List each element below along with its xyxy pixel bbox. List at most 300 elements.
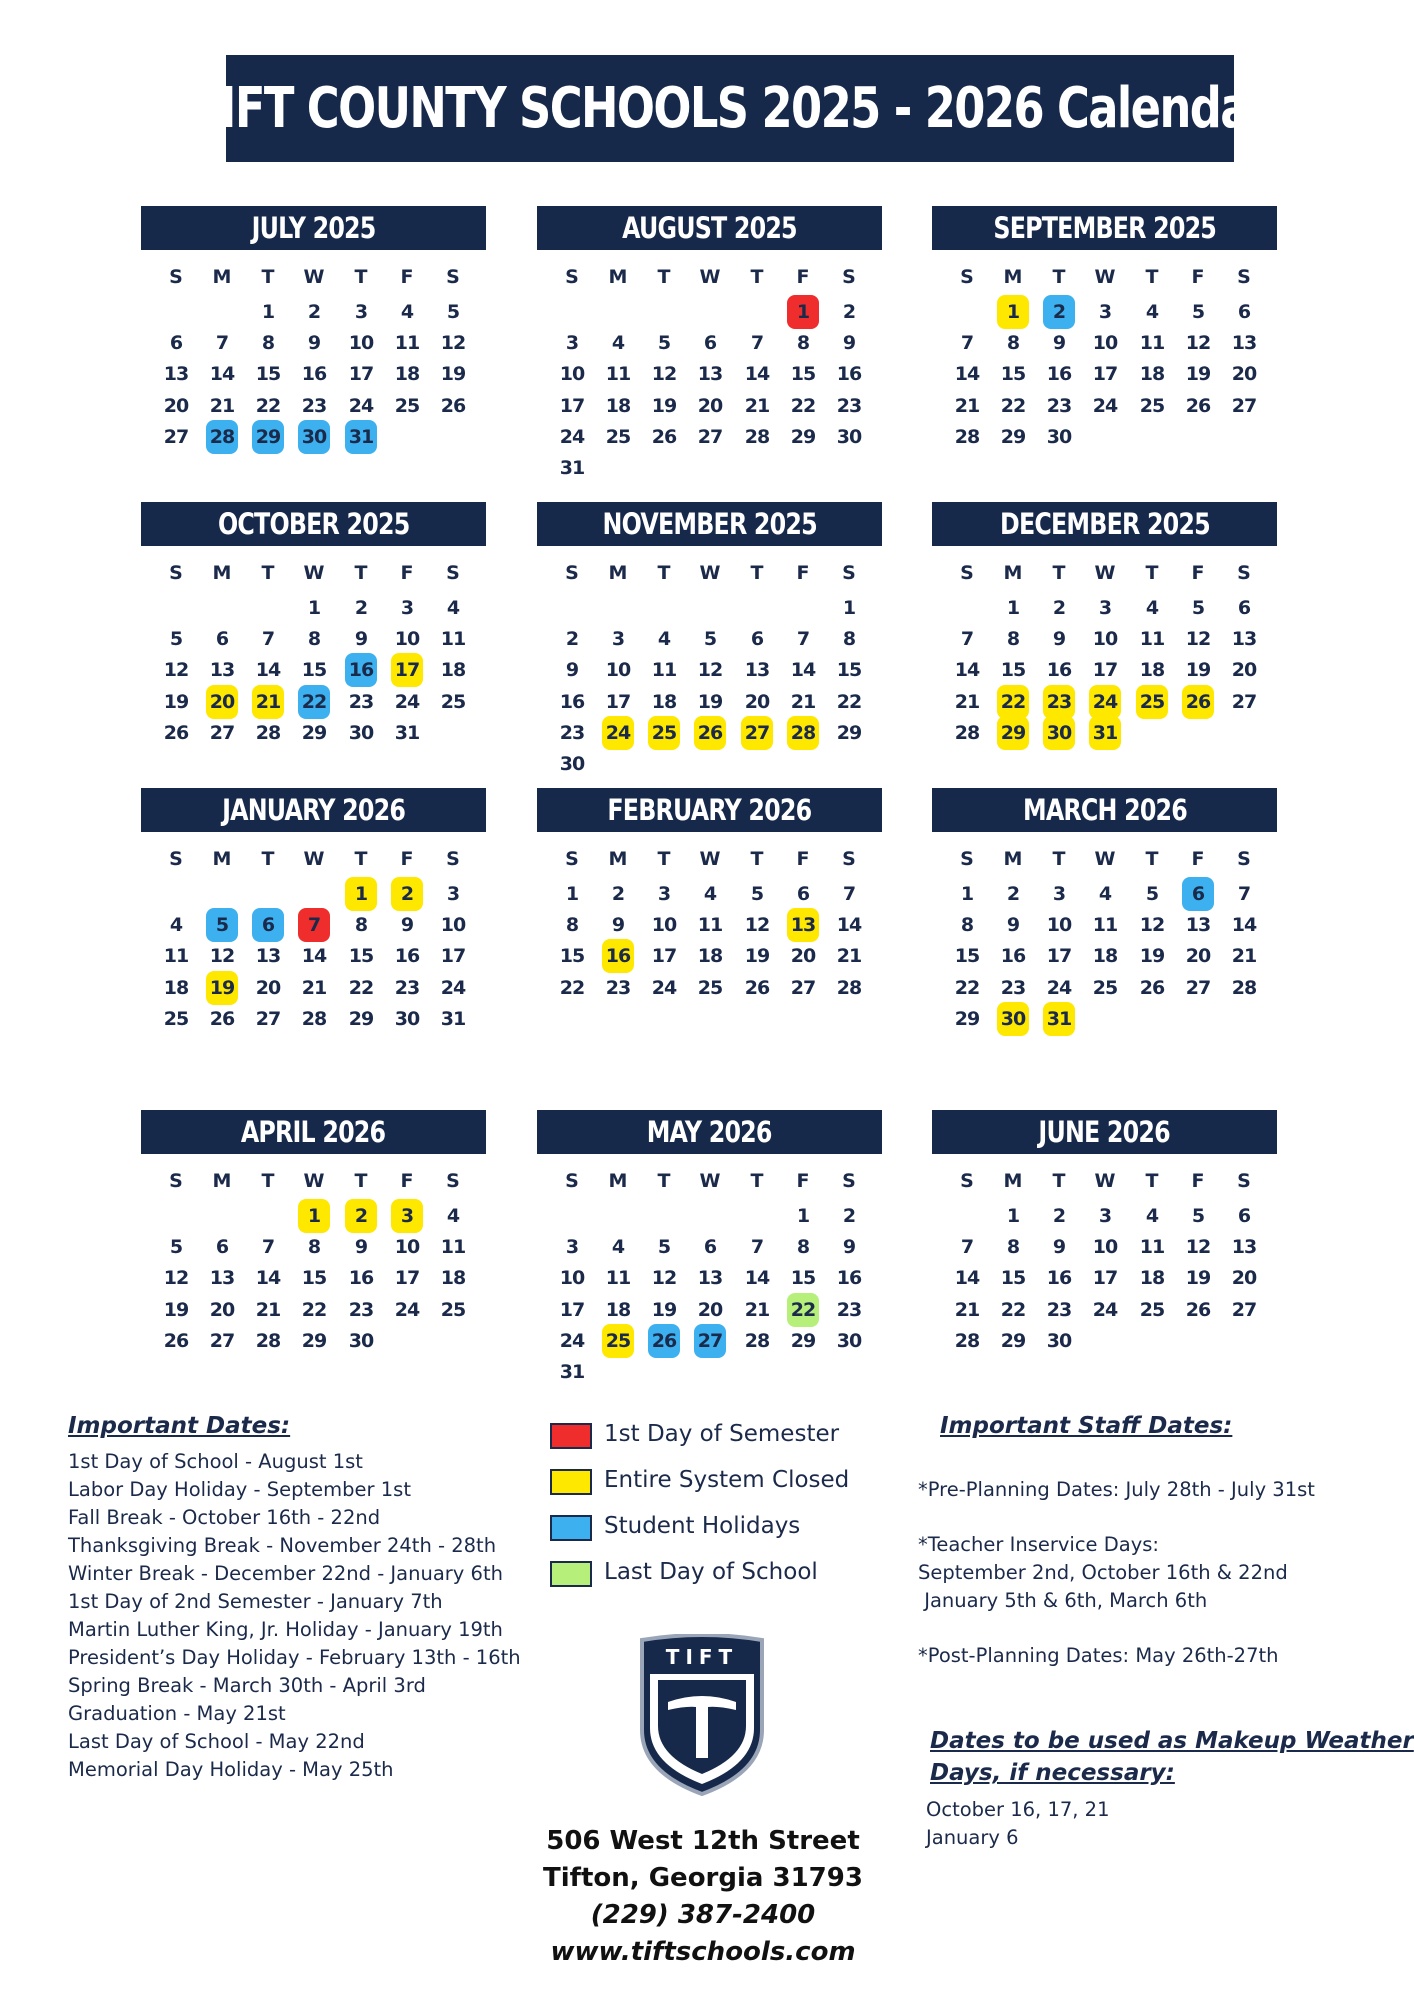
calendar-day: 23: [1046, 394, 1072, 417]
calendar-day: 17: [348, 363, 374, 386]
calendar-day: 4: [446, 597, 460, 619]
calendar-day: 8: [307, 1236, 321, 1259]
calendar-day: 3: [1098, 1205, 1112, 1227]
calendar-day: 16: [301, 363, 327, 386]
weekday-label: S: [565, 562, 579, 584]
important-date-item: Graduation - May 21st: [68, 1702, 286, 1725]
calendar-day: 5: [169, 628, 183, 651]
calendar-day: 3: [1098, 301, 1112, 323]
month-october-2025: [141, 502, 486, 752]
calendar-day: 24: [394, 1298, 420, 1321]
calendar-day: 27: [1185, 976, 1211, 999]
calendar-day: 14: [1231, 914, 1257, 937]
month-name: OCTOBER 2025: [217, 507, 410, 541]
day-grid: [932, 296, 1277, 456]
calendar-day: 27: [209, 721, 235, 744]
calendar-day: 15: [348, 945, 374, 968]
calendar-day: 26: [648, 1324, 680, 1358]
legend-swatch-yellow: [550, 1469, 592, 1495]
weekday-label: T: [657, 562, 671, 584]
calendar-day: 19: [440, 363, 466, 386]
weekday-label: W: [699, 266, 721, 288]
calendar-day: 30: [348, 1329, 374, 1352]
important-date-item: Memorial Day Holiday - May 25th: [68, 1758, 394, 1781]
calendar-day: 11: [440, 628, 466, 651]
month-january-2026: [141, 788, 486, 1038]
calendar-day: 7: [750, 1236, 764, 1259]
calendar-day: 1: [997, 295, 1029, 329]
legend-label: Student Holidays: [604, 1513, 801, 1539]
calendar-day: 4: [1145, 301, 1159, 323]
calendar-day: 25: [394, 394, 420, 417]
calendar-day: 22: [954, 976, 980, 999]
calendar-day: 10: [1092, 628, 1118, 651]
weekday-label: T: [750, 562, 764, 584]
weekday-label: W: [303, 1170, 325, 1192]
month-header: [537, 502, 882, 546]
weekday-label: M: [1003, 848, 1023, 870]
calendar-day: 26: [440, 394, 466, 417]
calendar-day: 15: [836, 659, 862, 682]
calendar-day: 29: [954, 1007, 980, 1030]
important-date-item: Martin Luther King, Jr. Holiday - January 19th: [68, 1618, 503, 1641]
calendar-day: 21: [301, 976, 327, 999]
calendar-day: 8: [1006, 1236, 1020, 1259]
calendar-day: 8: [960, 914, 974, 937]
calendar-day: 30: [1046, 425, 1072, 448]
calendar-day: 30: [298, 420, 330, 454]
contact-block: [503, 1823, 903, 1971]
calendar-day: 27: [790, 976, 816, 999]
weekday-label: W: [1094, 1170, 1116, 1192]
calendar-day: 17: [440, 945, 466, 968]
calendar-day: 18: [605, 394, 631, 417]
weekday-label: S: [960, 266, 974, 288]
calendar-day: 5: [206, 908, 238, 942]
calendar-day: 1: [345, 877, 377, 911]
calendar-day: 24: [1092, 394, 1118, 417]
calendar-day: 5: [1191, 597, 1205, 619]
calendar-day: 27: [697, 425, 723, 448]
calendar-day: 7: [960, 332, 974, 355]
calendar-day: 19: [1185, 363, 1211, 386]
month-may-2026: [537, 1110, 882, 1391]
calendar-day: 6: [796, 883, 810, 905]
day-grid: [537, 1200, 882, 1391]
calendar-day: 5: [703, 628, 717, 651]
month-header: [932, 1110, 1277, 1154]
calendar-day: 24: [1089, 685, 1121, 719]
calendar-day: 31: [1089, 716, 1121, 750]
calendar-day: 8: [1006, 628, 1020, 651]
weekday-row: [537, 1162, 882, 1200]
calendar-day: 3: [354, 301, 368, 323]
weekday-label: F: [400, 562, 414, 584]
calendar-day: 15: [1000, 1267, 1026, 1290]
calendar-day: 8: [1006, 332, 1020, 355]
day-grid: [537, 296, 882, 487]
calendar-day: 26: [209, 1007, 235, 1030]
calendar-day: 3: [565, 1236, 579, 1259]
calendar-day: 11: [1139, 332, 1165, 355]
month-name: SEPTEMBER 2025: [993, 211, 1216, 245]
calendar-day: 3: [400, 597, 414, 619]
calendar-day: 28: [301, 1007, 327, 1030]
calendar-day: 24: [440, 976, 466, 999]
weekday-label: M: [212, 848, 232, 870]
calendar-day: 21: [209, 394, 235, 417]
weekday-label: T: [354, 848, 368, 870]
weekday-label: S: [1237, 1170, 1251, 1192]
weekday-label: S: [169, 848, 183, 870]
calendar-day: 28: [255, 721, 281, 744]
calendar-day: 1: [261, 301, 275, 323]
calendar-day: 15: [301, 659, 327, 682]
calendar-day: 12: [163, 1267, 189, 1290]
month-name: NOVEMBER 2025: [602, 507, 817, 541]
calendar-day: 5: [1145, 883, 1159, 905]
calendar-day: 23: [348, 1298, 374, 1321]
important-date-item: President’s Day Holiday - February 13th - 16th: [68, 1646, 521, 1669]
month-name: FEBRUARY 2026: [607, 793, 812, 827]
month-name: APRIL 2026: [241, 1115, 386, 1149]
calendar-day: 4: [1098, 883, 1112, 905]
calendar-day: 4: [169, 914, 183, 937]
calendar-day: 19: [744, 945, 770, 968]
calendar-day: 25: [1092, 976, 1118, 999]
calendar-day: 12: [651, 363, 677, 386]
calendar-day: 16: [1046, 1267, 1072, 1290]
calendar-day: 19: [163, 690, 189, 713]
calendar-day: 4: [611, 332, 625, 355]
calendar-day: 11: [163, 945, 189, 968]
calendar-day: 21: [252, 685, 284, 719]
calendar-day: 17: [1092, 659, 1118, 682]
calendar-day: 6: [1237, 301, 1251, 323]
calendar-day: 20: [1231, 1267, 1257, 1290]
calendar-day: 14: [301, 945, 327, 968]
calendar-day: 29: [301, 1329, 327, 1352]
calendar-day: 22: [1000, 394, 1026, 417]
calendar-day: 16: [1046, 659, 1072, 682]
calendar-day: 30: [836, 1329, 862, 1352]
calendar-day: 14: [744, 363, 770, 386]
calendar-day: 24: [348, 394, 374, 417]
calendar-day: 20: [209, 1298, 235, 1321]
calendar-day: 2: [842, 301, 856, 323]
month-header: [141, 788, 486, 832]
calendar-day: 20: [697, 394, 723, 417]
calendar-day: 6: [215, 1236, 229, 1259]
important-date-item: Fall Break - October 16th - 22nd: [68, 1506, 381, 1529]
weekday-label: S: [446, 562, 460, 584]
weekday-label: M: [608, 266, 628, 288]
important-date-item: Winter Break - December 22nd - January 6th: [68, 1562, 503, 1585]
calendar-day: 13: [1231, 332, 1257, 355]
calendar-day: 21: [954, 394, 980, 417]
calendar-day: 23: [1000, 976, 1026, 999]
weekday-label: T: [261, 266, 275, 288]
calendar-day: 13: [744, 659, 770, 682]
calendar-day: 28: [255, 1329, 281, 1352]
makeup-heading-line: Days, if necessary:: [930, 1760, 1175, 1786]
calendar-day: 26: [163, 721, 189, 744]
calendar-day: 20: [206, 685, 238, 719]
weekday-label: S: [842, 266, 856, 288]
calendar-day: 7: [960, 1236, 974, 1259]
day-grid: [141, 592, 486, 752]
calendar-day: 11: [1092, 914, 1118, 937]
day-grid: [141, 296, 486, 456]
month-header: [537, 1110, 882, 1154]
calendar-day: 1: [307, 597, 321, 619]
website-link[interactable]: www.tiftschools.com: [550, 1937, 856, 1967]
calendar-day: 21: [1231, 945, 1257, 968]
calendar-day: 17: [1046, 945, 1072, 968]
calendar-day: 17: [651, 945, 677, 968]
calendar-day: 14: [255, 1267, 281, 1290]
calendar-day: 28: [954, 721, 980, 744]
calendar-day: 4: [657, 628, 671, 651]
weekday-row: [537, 840, 882, 878]
day-grid: [141, 1200, 486, 1360]
calendar-day: 3: [1098, 597, 1112, 619]
weekday-label: M: [212, 1170, 232, 1192]
calendar-day: 19: [1185, 659, 1211, 682]
weekday-label: W: [699, 848, 721, 870]
calendar-day: 12: [1185, 1236, 1211, 1259]
weekday-label: S: [446, 848, 460, 870]
calendar-day: 12: [163, 659, 189, 682]
weekday-label: T: [1052, 1170, 1066, 1192]
month-february-2026: [537, 788, 882, 1007]
weekday-label: F: [1191, 562, 1205, 584]
calendar-day: 30: [836, 425, 862, 448]
day-grid: [932, 878, 1277, 1038]
calendar-day: 5: [446, 301, 460, 323]
weekday-label: T: [1052, 266, 1066, 288]
weekday-label: T: [261, 562, 275, 584]
calendar-day: 18: [440, 659, 466, 682]
calendar-day: 2: [1052, 597, 1066, 619]
calendar-day: 21: [954, 690, 980, 713]
calendar-day: 11: [1139, 628, 1165, 651]
calendar-day: 21: [836, 945, 862, 968]
important-date-item: Spring Break - March 30th - April 3rd: [68, 1674, 426, 1697]
calendar-day: 18: [651, 690, 677, 713]
makeup-heading-line: Dates to be used as Makeup Weather: [930, 1728, 1414, 1754]
calendar-day: 15: [255, 363, 281, 386]
legend-swatch-green: [550, 1561, 592, 1587]
important-dates-heading: Important Dates:: [68, 1413, 291, 1439]
calendar-day: 29: [1000, 425, 1026, 448]
calendar-day: 5: [169, 1236, 183, 1259]
weekday-label: M: [1003, 266, 1023, 288]
weekday-row: [141, 258, 486, 296]
calendar-day: 20: [163, 394, 189, 417]
calendar-day: 19: [651, 394, 677, 417]
month-name: JUNE 2026: [1038, 1115, 1171, 1149]
calendar-day: 11: [440, 1236, 466, 1259]
calendar-day: 9: [842, 332, 856, 355]
calendar-day: 26: [651, 425, 677, 448]
calendar-day: 26: [1139, 976, 1165, 999]
weekday-label: S: [565, 1170, 579, 1192]
calendar-day: 22: [1000, 1298, 1026, 1321]
weekday-label: M: [212, 562, 232, 584]
calendar-day: 6: [169, 332, 183, 355]
calendar-day: 15: [559, 945, 585, 968]
calendar-day: 31: [559, 457, 585, 479]
calendar-day: 17: [605, 690, 631, 713]
calendar-day: 20: [744, 690, 770, 713]
phone-number: (229) 387-2400: [590, 1900, 816, 1930]
calendar-day: 10: [394, 1236, 420, 1259]
calendar-day: 17: [559, 394, 585, 417]
weekday-label: W: [699, 1170, 721, 1192]
weekday-label: T: [1145, 848, 1159, 870]
calendar-day: 25: [1139, 394, 1165, 417]
calendar-day: 27: [163, 425, 189, 448]
calendar-day: 4: [703, 883, 717, 905]
calendar-day: 27: [694, 1324, 726, 1358]
calendar-day: 28: [744, 425, 770, 448]
calendar-day: 29: [836, 721, 862, 744]
calendar-day: 12: [697, 659, 723, 682]
calendar-day: 26: [1185, 394, 1211, 417]
weekday-label: F: [1191, 266, 1205, 288]
calendar-day: 26: [163, 1329, 189, 1352]
calendar-day: 2: [565, 628, 579, 651]
calendar-day: 22: [787, 1293, 819, 1327]
calendar-day: 25: [648, 716, 680, 750]
calendar-day: 27: [741, 716, 773, 750]
weekday-label: M: [608, 562, 628, 584]
calendar-day: 18: [394, 363, 420, 386]
calendar-day: 16: [394, 945, 420, 968]
calendar-day: 11: [394, 332, 420, 355]
weekday-label: T: [1145, 562, 1159, 584]
calendar-day: 9: [1052, 1236, 1066, 1259]
calendar-day: 19: [1139, 945, 1165, 968]
calendar-day: 8: [796, 332, 810, 355]
weekday-label: T: [354, 266, 368, 288]
logo-text: TIFT: [665, 1645, 739, 1669]
calendar-day: 10: [1092, 1236, 1118, 1259]
weekday-label: S: [960, 562, 974, 584]
inservice-dates: January 5th & 6th, March 6th: [918, 1589, 1208, 1612]
calendar-day: 13: [787, 908, 819, 942]
month-header: [932, 788, 1277, 832]
calendar-day: 28: [744, 1329, 770, 1352]
calendar-day: 26: [694, 716, 726, 750]
calendar-day: 11: [697, 914, 723, 937]
calendar-day: 9: [307, 332, 321, 355]
calendar-day: 25: [602, 1324, 634, 1358]
calendar-day: 11: [1139, 1236, 1165, 1259]
weekday-label: T: [657, 848, 671, 870]
weekday-row: [141, 554, 486, 592]
legend-label: Entire System Closed: [604, 1467, 850, 1493]
calendar-day: 30: [997, 1002, 1029, 1036]
weekday-label: S: [1237, 562, 1251, 584]
calendar-day: 23: [836, 394, 862, 417]
weekday-label: S: [565, 266, 579, 288]
calendar-day: 11: [605, 363, 631, 386]
calendar-day: 14: [744, 1267, 770, 1290]
calendar-day: 21: [954, 1298, 980, 1321]
calendar-day: 12: [1185, 628, 1211, 651]
calendar-day: 25: [1136, 685, 1168, 719]
inservice-title: *Teacher Inservice Days:: [918, 1533, 1159, 1556]
calendar-day: 1: [842, 597, 856, 619]
calendar-day: 23: [348, 690, 374, 713]
calendar-day: 22: [255, 394, 281, 417]
calendar-day: 1: [1006, 597, 1020, 619]
calendar-day: 31: [1043, 1002, 1075, 1036]
calendar-day: 17: [1092, 1267, 1118, 1290]
calendar-day: 3: [657, 883, 671, 905]
weekday-label: T: [354, 562, 368, 584]
month-header: [537, 206, 882, 250]
calendar-day: 2: [611, 883, 625, 905]
weekday-label: T: [1052, 848, 1066, 870]
legend-swatch-red: [550, 1423, 592, 1449]
calendar-day: 25: [697, 976, 723, 999]
calendar-day: 30: [1043, 716, 1075, 750]
calendar-day: 14: [836, 914, 862, 937]
calendar-day: 1: [1006, 1205, 1020, 1227]
calendar-day: 31: [394, 721, 420, 744]
calendar-day: 23: [605, 976, 631, 999]
calendar-day: 27: [209, 1329, 235, 1352]
calendar-day: 14: [209, 363, 235, 386]
calendar-day: 2: [842, 1205, 856, 1227]
calendar-day: 7: [960, 628, 974, 651]
weekday-label: W: [303, 266, 325, 288]
calendar-day: 2: [307, 301, 321, 323]
calendar-day: 12: [651, 1267, 677, 1290]
calendar-day: 13: [163, 363, 189, 386]
inservice-dates: September 2nd, October 16th & 22nd: [918, 1561, 1288, 1584]
weekday-label: W: [1094, 848, 1116, 870]
calendar-day: 13: [1231, 628, 1257, 651]
weekday-row: [141, 1162, 486, 1200]
month-name: MAY 2026: [647, 1115, 772, 1149]
calendar-day: 12: [209, 945, 235, 968]
calendar-day: 13: [209, 659, 235, 682]
calendar-day: 15: [954, 945, 980, 968]
day-grid: [537, 592, 882, 783]
weekday-label: T: [261, 848, 275, 870]
calendar-day: 10: [348, 332, 374, 355]
makeup-heading: [930, 1725, 1414, 1789]
calendar-day: 10: [394, 628, 420, 651]
calendar-day: 7: [842, 883, 856, 905]
calendar-day: 15: [1000, 363, 1026, 386]
month-march-2026: [932, 788, 1277, 1038]
calendar-day: 1: [960, 883, 974, 905]
calendar-day: 20: [255, 976, 281, 999]
calendar-day: 28: [954, 425, 980, 448]
calendar-day: 3: [611, 628, 625, 651]
calendar-day: 8: [796, 1236, 810, 1259]
calendar-day: 19: [1185, 1267, 1211, 1290]
weekday-label: S: [169, 562, 183, 584]
calendar-day: 6: [750, 628, 764, 651]
calendar-day: 14: [954, 1267, 980, 1290]
calendar-day: 13: [255, 945, 281, 968]
